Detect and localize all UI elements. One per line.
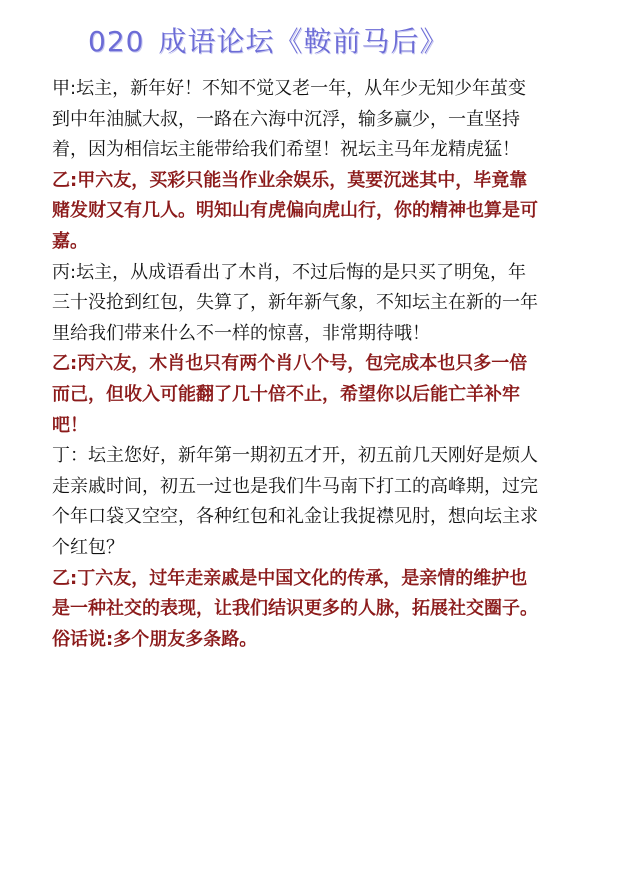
text-line: 俗话说:多个朋友多条路。 [52,628,258,650]
question-paragraph-ding [52,441,614,563]
issue-number: 020 [88,25,145,58]
text-line: 而己，但收入可能翻了几十倍不止，希望你以后能亡羊补牢 [52,383,520,405]
text-line: 到中年油腻大叔，一路在六海中沉浮，输多赢少，一直坚持 [52,108,520,130]
page-title [88,22,448,62]
text-line: 走亲戚时间，初五一过也是我们牛马南下打工的高峰期，过完 [52,475,538,497]
answer-paragraph-bing [52,349,614,441]
text-line: 乙:甲六友，买彩只能当作业余娱乐，莫要沉迷其中，毕竟靠 [52,169,528,191]
text-line: 嘉。 [52,230,88,252]
answer-paragraph-ding [52,564,614,656]
text-line: 吧！ [52,414,88,436]
question-paragraph-bing [52,258,614,350]
text-line: 赌发财又有几人。明知山有虎偏向虎山行，你的精神也算是可 [52,200,538,222]
text-line: 三十没抢到红包，失算了，新年新气象，不知坛主在新的一年 [52,292,538,314]
text-line: 乙:丙六友，木肖也只有两个肖八个号，包完成本也只多一倍 [52,353,528,375]
text-line: 个年口袋又空空，各种红包和礼金让我捉襟见肘，想向坛主求 [52,506,538,528]
title-text: 成语论坛《鞍前马后》 [158,25,449,58]
text-line: 着，因为相信坛主能带给我们希望！祝坛主马年龙精虎猛！ [52,139,520,161]
text-line: 甲:坛主，新年好！不知不觉又老一年，从年少无知少年茧变 [52,78,527,99]
text-line: 丙:坛主，从成语看出了木肖，不过后悔的是只买了明兔，年 [52,261,527,283]
text-line: 乙:丁六友，过年走亲戚是中国文化的传承，是亲情的维护也 [52,567,528,589]
text-line: 个红包？ [52,536,124,558]
text-line: 是一种社交的表现，让我们结识更多的人脉，拓展社交圈子。 [52,598,538,620]
text-line: 丁：坛主您好，新年第一期初五才开，初五前几天刚好是烦人 [52,445,538,467]
question-paragraph-jia [52,74,614,166]
answer-paragraph-jia [52,166,614,258]
text-line: 里给我们带来什么不一样的惊喜，非常期待哦！ [52,322,430,344]
dialogue-body [52,74,614,655]
